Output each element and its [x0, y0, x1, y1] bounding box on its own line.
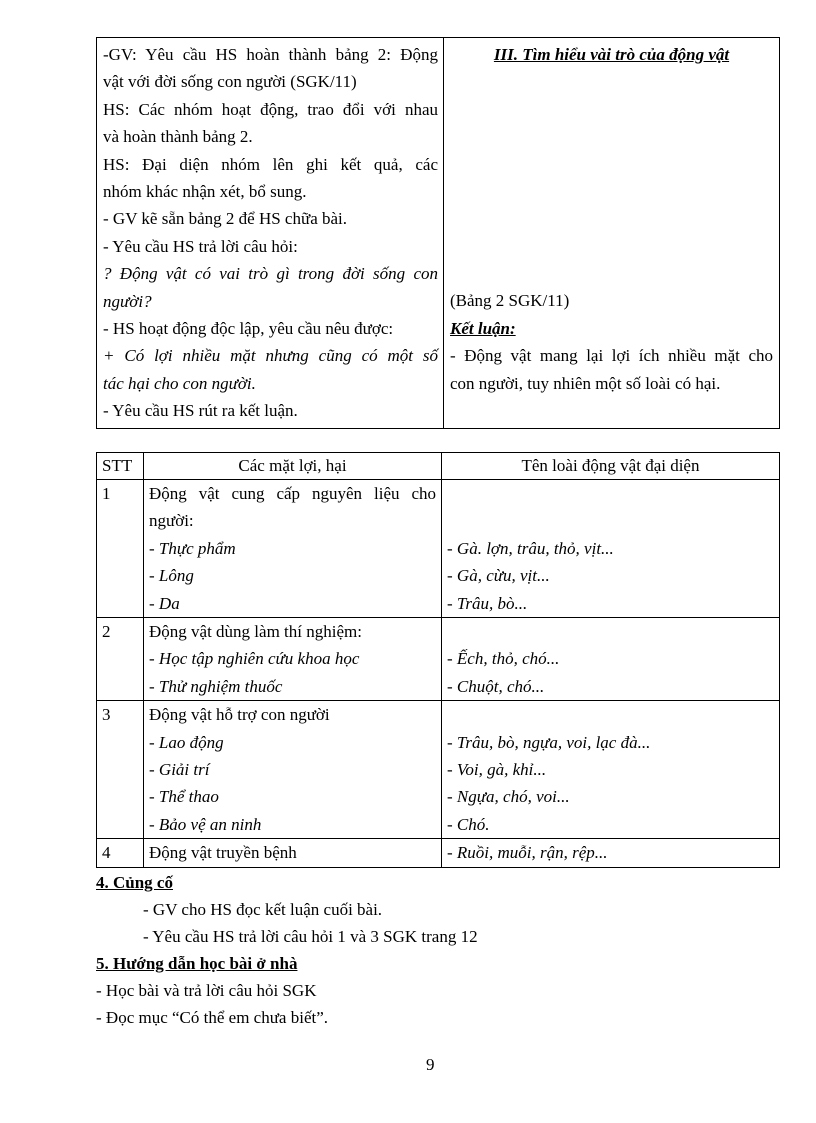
conclusion-line-1: - Động vật mang lại lợi ích nhiều mặt cho — [450, 346, 773, 366]
benefit-line: - Giải trí — [149, 760, 210, 780]
species-line: - Chuột, chó... — [447, 676, 545, 696]
row-stt — [97, 701, 144, 839]
stt-value: 4 — [102, 843, 111, 863]
species-line — [447, 480, 774, 507]
teacher-activity-line: - Yêu cầu HS rút ra kết luận. — [103, 401, 298, 421]
row-species — [442, 701, 780, 839]
species-line: - Gà, cừu, vịt... — [447, 566, 550, 586]
teacher-activity-line: HS: Đại diện nhóm lên ghi kết quả, các — [103, 154, 438, 174]
species-line — [447, 507, 774, 534]
benefit-line: - Thể thao — [149, 787, 219, 807]
stt-value: 2 — [102, 622, 111, 642]
row-species — [442, 618, 780, 701]
teacher-activity-text — [103, 41, 438, 425]
teacher-activity-line: vật với đời sống con người (SGK/11) — [103, 72, 357, 92]
benefit-line: - Da — [149, 593, 180, 613]
benefit-line: Động vật cung cấp nguyên liệu cho — [149, 484, 436, 503]
species-line — [447, 701, 774, 728]
benefit-line: Động vật hỗ trợ con người — [149, 705, 330, 725]
teacher-activity-line: - GV kẽ sẵn bảng 2 để HS chữa bài. — [103, 209, 348, 229]
teacher-activity-line: nhóm khác nhận xét, bổ sung. — [103, 182, 307, 202]
row-benefit — [144, 839, 442, 867]
stt-value: 3 — [102, 705, 111, 725]
species-line: - Chó. — [447, 814, 490, 834]
teacher-activity-line: người? — [103, 291, 152, 311]
benefit-line: - Học tập nghiên cứu khoa học — [149, 649, 360, 669]
benefit-line: Động vật dùng làm thí nghiệm: — [149, 622, 362, 642]
row-benefit — [144, 618, 442, 701]
species-line: - Trâu, bò... — [447, 593, 528, 613]
row-benefit — [144, 701, 442, 839]
teacher-activity-line: -GV: Yêu cầu HS hoàn thành bảng 2: Động — [103, 45, 438, 64]
benefit-line: - Thực phẩm — [149, 538, 236, 558]
header-benefits: Các mặt lợi, hại — [144, 453, 442, 480]
page-number: 9 — [426, 1055, 435, 1074]
teacher-activity-line: HS: Các nhóm hoạt động, trao đổi với nhau — [103, 99, 438, 119]
teacher-activity-line: - HS hoạt động độc lập, yêu cầu nêu được: — [103, 319, 394, 339]
row-stt — [97, 618, 144, 701]
stt-value: 1 — [102, 484, 111, 503]
teacher-activity-line: và hoàn thành bảng 2. — [103, 127, 253, 147]
section-5-item-2: - Đọc mục “Có thể em chưa biết”. — [96, 1008, 329, 1027]
conclusion-line-2: con người, tuy nhiên một số loài có hại. — [450, 373, 721, 393]
benefit-line: người: — [149, 511, 194, 531]
section-5-item-1: - Học bài và trả lời câu hỏi SGK — [96, 981, 317, 1000]
teacher-activity-line: + Có lợi nhiều mặt nhưng cũng có một số — [103, 346, 438, 366]
section-5-title: 5. Hướng dẫn học bài ở nhà — [96, 954, 298, 973]
row-benefit — [144, 480, 442, 618]
benefit-line: - Thử nghiệm thuốc — [149, 676, 283, 696]
row-species — [442, 480, 780, 618]
teacher-activity-line: tác hại cho con người. — [103, 373, 256, 393]
table-row — [97, 480, 780, 618]
benefit-line: - Lao động — [149, 732, 224, 752]
species-line: - Gà. lợn, trâu, thỏ, vịt... — [447, 538, 614, 558]
table-reference: (Bảng 2 SGK/11) — [450, 291, 570, 311]
section-4-title: 4. Củng cố — [96, 873, 173, 892]
section-heading: III. Tìm hiểu vài trò của động vật — [493, 45, 730, 64]
species-line: - Ruồi, muỗi, rận, rệp... — [447, 843, 608, 863]
table-header-row — [97, 453, 780, 480]
table-row — [97, 839, 780, 867]
species-line: - Trâu, bò, ngựa, voi, lạc đà... — [447, 732, 651, 752]
species-line: - Ngựa, chó, voi... — [447, 787, 570, 807]
table-row — [97, 618, 780, 701]
section-4-item-1: - GV cho HS đọc kết luận cuối bài. — [143, 900, 383, 919]
row-stt — [97, 839, 144, 867]
conclusion-label: Kết luận: — [450, 318, 516, 338]
species-line: - Ếch, thỏ, chó... — [447, 649, 560, 669]
table-2 — [96, 452, 780, 868]
content-cell — [444, 38, 780, 429]
lesson-table — [96, 37, 780, 429]
species-line: - Voi, gà, khỉ... — [447, 760, 547, 780]
benefit-line: - Lông — [149, 566, 194, 586]
teacher-activity-line: - Yêu cầu HS trả lời câu hỏi: — [103, 236, 298, 256]
teacher-activity-line: ? Động vật có vai trò gì trong đời sống con — [103, 264, 438, 284]
header-species: Tên loài động vật đại diện — [442, 453, 780, 480]
row-stt — [97, 480, 144, 618]
species-line — [447, 618, 774, 645]
benefit-line: Động vật truyền bệnh — [149, 843, 297, 863]
row-species — [442, 839, 780, 867]
section-4-item-2: - Yêu cầu HS trả lời câu hỏi 1 và 3 SGK trang 12 — [143, 927, 478, 946]
table-row — [97, 701, 780, 839]
benefit-line: - Bảo vệ an ninh — [149, 814, 262, 834]
header-stt: STT — [97, 453, 144, 480]
teacher-activity-cell — [97, 38, 444, 429]
